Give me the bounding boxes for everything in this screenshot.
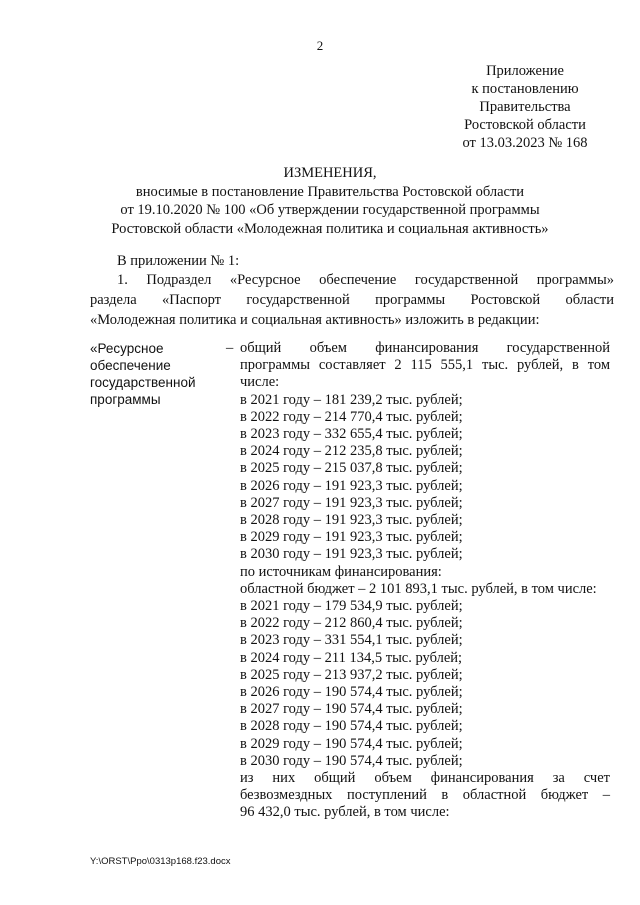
appendix-line: от 13.03.2023 № 168 [462,135,588,151]
document-title [60,164,600,238]
label-line: обеспечение [90,358,171,373]
appendix-line: Приложение [486,63,564,79]
passport-line: программы составляет 2 115 555,1 тыс. рублей, в том [240,357,610,374]
item-paragraph [90,270,614,330]
intro-paragraph: В приложении № 1: [117,253,240,269]
passport-line: безвозмездных поступлений в областной бюджет – [240,787,610,804]
label-line: «Ресурсное [90,341,164,356]
passport-line: в 2027 году – 190 574,4 тыс. рублей; [240,701,463,718]
title-line: Ростовской области «Молодежная политика и социальная активность» [111,220,549,237]
title-heading: ИЗМЕНЕНИЯ, [283,165,377,181]
title-line: вносимые в постановление Правительства Ростовской области [135,183,525,200]
passport-content [240,340,610,822]
passport-line: в 2030 году – 191 923,3 тыс. рублей; [240,546,463,563]
dash-separator: – [226,340,234,356]
passport-line: в 2022 году – 212 860,4 тыс. рублей; [240,615,463,632]
appendix-line: к постановлению [471,81,579,97]
passport-line: в 2029 году – 191 923,3 тыс. рублей; [240,529,463,546]
appendix-line: Ростовской области [464,117,586,133]
item-line: 1. Подраздел «Ресурсное обеспечение государственной программы» [117,272,614,288]
passport-line: по источникам финансирования: [240,563,442,580]
passport-line: общий объем финансирования государственной [240,340,610,356]
passport-line: из них общий объем финансирования за счет [240,770,610,787]
passport-line: в 2021 году – 179 534,9 тыс. рублей; [240,598,463,615]
passport-label [90,340,230,408]
passport-line: в 2030 году – 190 574,4 тыс. рублей; [240,752,463,769]
appendix-line: Правительства [479,99,571,115]
title-line: от 19.10.2020 № 100 «Об утверждении государственной программы [120,202,540,218]
passport-line: в 2025 году – 215 037,8 тыс. рублей; [240,460,463,477]
passport-line: в 2023 году – 332 655,4 тыс. рублей; [240,426,463,443]
passport-line: в 2022 году – 214 770,4 тыс. рублей; [240,408,463,425]
passport-line: 96 432,0 тыс. рублей, в том числе: [240,804,450,821]
passport-line: в 2028 году – 191 923,3 тыс. рублей; [240,512,463,529]
passport-line: в 2023 году – 331 554,1 тыс. рублей; [240,632,463,649]
passport-line: в 2026 году – 191 923,3 тыс. рублей; [240,477,463,494]
item-line: «Молодежная политика и социальная активность» изложить в редакции: [90,312,540,328]
passport-line: областной бюджет – 2 101 893,1 тыс. рублей, в том числе: [240,580,597,597]
file-path-footer: Y:\ORST\Ppo\0313p168.f23.docx [90,856,231,867]
passport-line: в 2029 году – 190 574,4 тыс. рублей; [240,735,463,752]
passport-line: в 2021 году – 181 239,2 тыс. рублей; [240,391,463,408]
passport-line: в 2024 году – 212 235,8 тыс. рублей; [240,443,463,460]
passport-line: в 2025 году – 213 937,2 тыс. рублей; [240,666,463,683]
passport-line: в 2027 году – 191 923,3 тыс. рублей; [240,494,463,511]
passport-line: в 2028 году – 190 574,4 тыс. рублей; [240,718,463,735]
page-number: 2 [316,38,324,53]
passport-line: в 2026 году – 190 574,4 тыс. рублей; [240,684,463,701]
passport-line: в 2024 году – 211 134,5 тыс. рублей; [240,649,463,666]
label-line: программы [90,392,161,407]
item-line: раздела «Паспорт государственной программы Ростовской области [90,292,614,308]
label-line: государственной [90,375,196,390]
appendix-header [430,62,620,152]
passport-line: числе: [240,374,280,391]
